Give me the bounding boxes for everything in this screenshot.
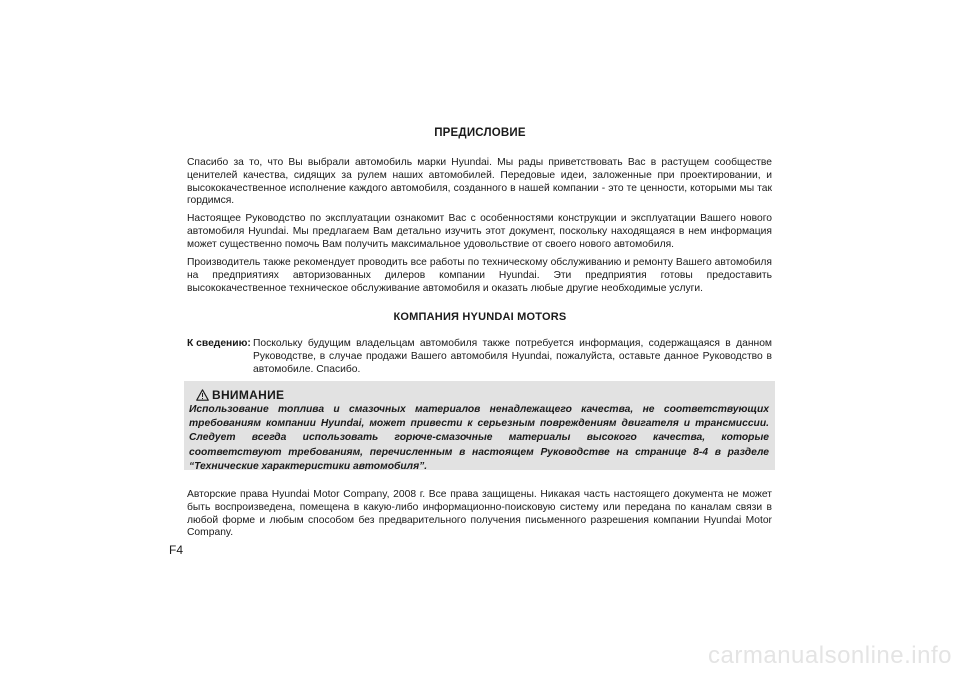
warning-triangle-icon: [196, 389, 209, 401]
warning-title: ВНИМАНИЕ: [212, 388, 285, 402]
manual-purpose-paragraph: Настоящее Руководство по эксплуатации ознакомит Вас с особенностями конструкции и эксплуатации Вашего нового автомобиля Hyundai. Мы предлагаем Вам детально изучить этот документ, поскольку находящаяся в нем информация может существенно помочь Вам получить максимальное удовольствие от своего нового автомобиля.: [187, 213, 772, 250]
note-label: К сведению:: [187, 338, 251, 349]
note-text: Поскольку будущим владельцам автомобиля также потребуется информация, содержащаяся в данном Руководстве, в случае продажи Вашего автомобиля Hyundai, пожалуйста, оставьте данное Руководство в автомобиле. Спасибо.: [253, 338, 772, 375]
page-title: ПРЕДИСЛОВИЕ: [434, 127, 526, 139]
warning-text: Использование топлива и смазочных материалов ненадлежащего качества, не соответствующих требованиям компании Hyundai, может привести к серьезным повреждениям двигателя и трансмиссии. Следует всегда использовать горюче-смазочные материалы высокого качества, которые соответствуют требованиям, перечисленным в настоящем Руководстве на странице 8-4 в разделе “Технические характеристики автомобиля”.: [189, 404, 769, 472]
warning-box: [184, 381, 775, 470]
dealer-service-paragraph: Производитель также рекомендует проводить все работы по техническому обслуживанию и ремонту Вашего автомобиля на предприятиях авторизованных дилеров компании Hyundai. Эти предприятия готовы предоставить высококачественное техническое обслуживание автомобиля и оказать любые другие необходимые услуги.: [187, 257, 772, 294]
copyright-paragraph: Авторские права Hyundai Motor Company, 2008 г. Все права защищены. Никакая часть настоящего документа не может быть воспроизведена, помещена в какую-либо информационно-поисковую систему или передана по каналам связи в любой форме и любым способом без предварительного получения письменного разрешения компании Hyundai Motor Company.: [187, 489, 772, 539]
page-number: F4: [169, 543, 184, 557]
company-signature: КОМПАНИЯ HYUNDAI MOTORS: [393, 311, 567, 323]
warning-header: [196, 386, 284, 404]
watermark-text: carmanualsonline.info: [708, 642, 952, 669]
intro-paragraph: Спасибо за то, что Вы выбрали автомобиль марки Hyundai. Мы рады приветствовать Вас в растущем сообществе ценителей качества, сидящих за рулем наших автомобилей. Передовые идеи, заложенные при проектировании, и высококачественное исполнение каждого автомобиля, созданного в нашей компании - это те ценности, которыми мы так гордимся.: [187, 157, 772, 207]
